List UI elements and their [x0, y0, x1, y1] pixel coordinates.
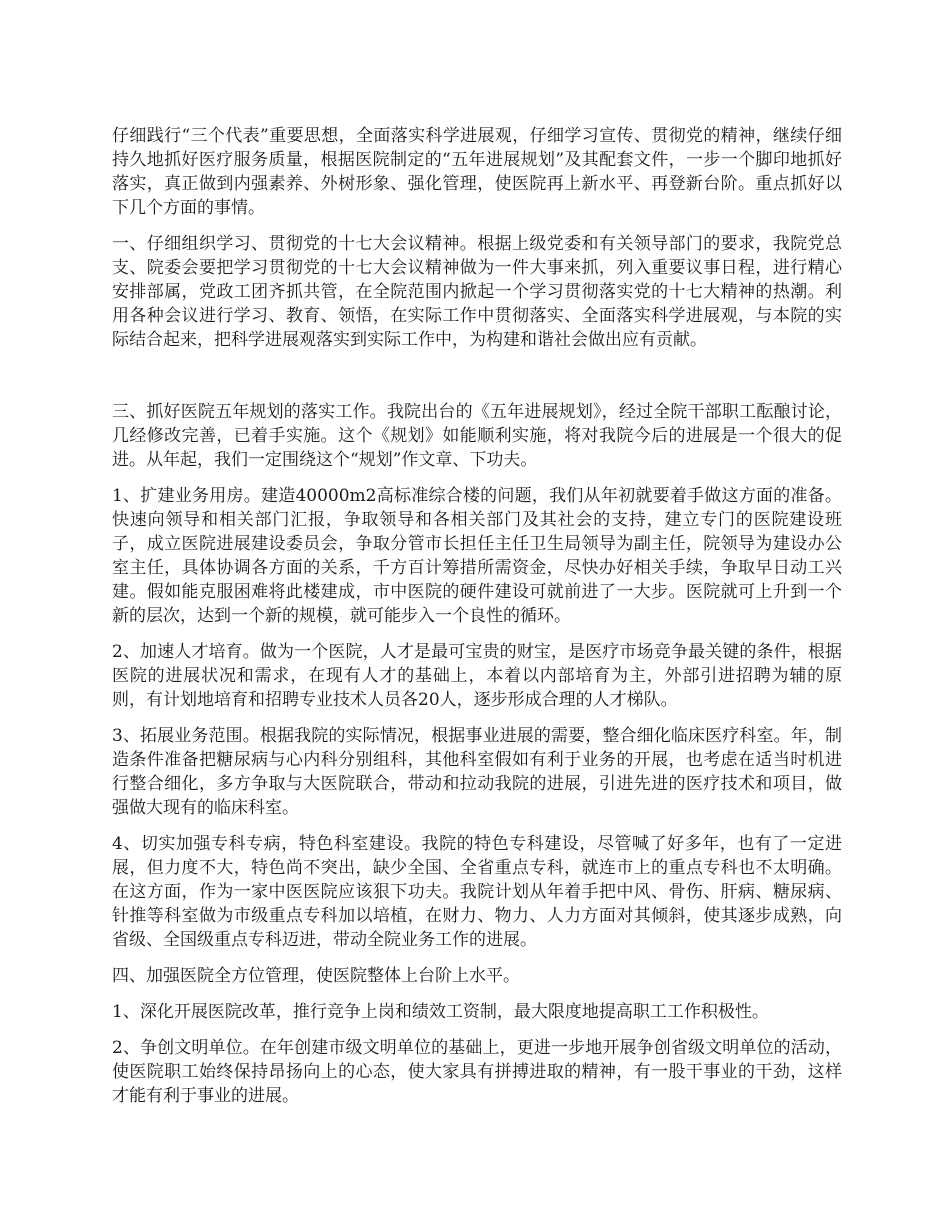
- blank-spacer: [112, 364, 842, 400]
- paragraph-section-1: 一、仔细组织学习、贯彻党的十七大会议精神。根据上级党委和有关领导部门的要求，我院党总支、院委会要把学习贯彻党的十七大会议精神做为一件大事来抓，列入重要议事日程，进行精心安排部属，党政工团齐抓共管，在全院范围内掀起一个学习贯彻落实党的十七大精神的热潮。利用各种会议进行学习、教育、领悟，在实际工作中贯彻落实、全面落实科学进展观，与本院的实际结合起来，把科学进展观落实到实际工作中，为构建和谐社会做出应有贡献。: [112, 234, 842, 350]
- paragraph-section-4: 四、加强医院全方位管理，使医院整体上台阶上水平。: [112, 966, 520, 986]
- document-page: [112, 124, 842, 1120]
- paragraph-section-3: 三、抓好医院五年规划的落实工作。我院出台的《五年进展规划》，经过全院干部职工酝酿讨论，几经修改完善，已着手实施。这个《规划》如能顺利实施，将对我院今后的进展是一个很大的促进。从年起，我们一定围绕这个“规划”作文章、下功夫。: [112, 402, 842, 470]
- paragraph-item-3-3: 3、拓展业务范围。根据我院的实际情况，根据事业进展的需要，整合细化临床医疗科室。年，制造条件准备把糖尿病与心内科分别组科，其他科室假如有利于业务的开展，也考虑在适当时机进行整合细化，多方争取与大医院联合，带动和拉动我院的进展，引进先进的医疗技术和项目，做强做大现有的临床科室。: [112, 726, 842, 818]
- paragraph-item-3-1: 1、扩建业务用房。建造40000m2高标准综合楼的问题，我们从年初就要着手做这方面的准备。快速向领导和相关部门汇报，争取领导和各相关部门及其社会的支持，建立专门的医院建设班子，成立医院进展建设委员会，争取分管市长担任主任卫生局领导为副主任，院领导为建设办公室主任，具体协调各方面的关系，千方百计筹措所需资金，尽快办好相关手续，争取早日动工兴建。假如能克服困难将此楼建成，市中医院的硬件建设可就前进了一大步。医院就可上升到一个新的层次，达到一个新的规模，就可能步入一个良性的循环。: [112, 486, 842, 626]
- paragraph-item-3-4: 4、切实加强专科专病，特色科室建设。我院的特色专科建设，尽管喊了好多年，也有了一定进展，但力度不大，特色尚不突出，缺少全国、全省重点专科，就连市上的重点专科也不太明确。在这方面，作为一家中医医院应该狠下功夫。我院计划从年着手把中风、骨伤、肝病、糖尿病、针推等科室做为市级重点专科加以培植，在财力、物力、人力方面对其倾斜，使其逐步成熟，向省级、全国级重点专科迈进，带动全院业务工作的进展。: [112, 834, 842, 950]
- paragraph-intro: 仔细践行“三个代表”重要思想，全面落实科学进展观，仔细学习宣传、贯彻党的精神，继续仔细持久地抓好医疗服务质量，根据医院制定的“五年进展规划”及其配套文件，一步一个脚印地抓好落实，真正做到内强素养、外树形象、强化管理，使医院再上新水平、再登新台阶。重点抓好以下几个方面的事情。: [112, 126, 842, 218]
- paragraph-item-4-1: 1、深化开展医院改革，推行竞争上岗和绩效工资制，最大限度地提高职工工作积极性。: [112, 1002, 769, 1022]
- paragraph-item-3-2: 2、加速人才培育。做为一个医院，人才是最可宝贵的财宝，是医疗市场竞争最关键的条件，根据医院的进展状况和需求，在现有人才的基础上，本着以内部培育为主，外部引进招聘为辅的原则，有计划地培育和招聘专业技术人员各20人，逐步形成合理的人才梯队。: [112, 642, 842, 710]
- paragraph-item-4-2: 2、争创文明单位。在年创建市级文明单位的基础上，更进一步地开展争创省级文明单位的活动，使医院职工始终保持昂扬向上的心态，使大家具有拼搏进取的精神，有一股干事业的干劲，这样才能有利于事业的进展。: [112, 1038, 842, 1106]
